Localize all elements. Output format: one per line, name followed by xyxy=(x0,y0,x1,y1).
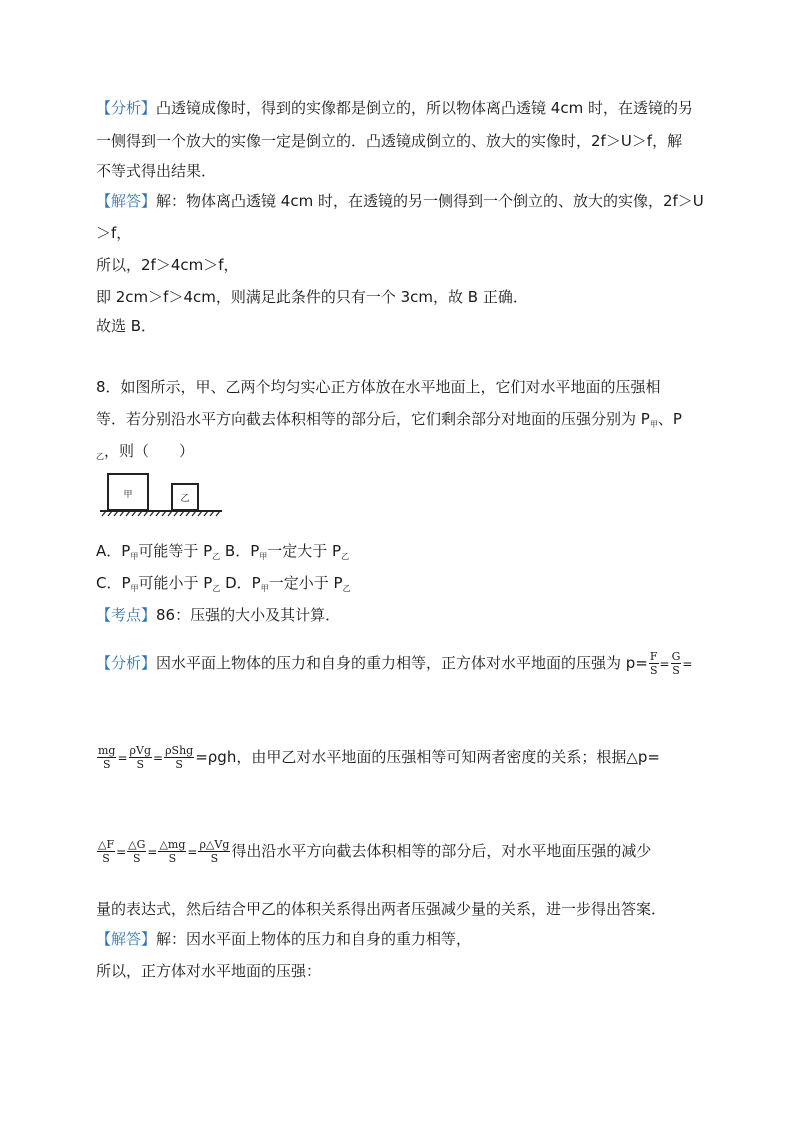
q8-answer-line-1: 【解答】解：因水平面上物体的压力和自身的重力相等， xyxy=(96,930,472,948)
q8-line-2: 等．若分别沿水平方向截去体积相等的部分后，它们剩余部分对地面的压强分别为 $P_甲$、P xyxy=(96,410,682,429)
label-jia: 甲 xyxy=(123,490,133,500)
analysis-line-3: 不等式得出结果． xyxy=(96,162,217,180)
analysis-line-1 xyxy=(96,97,693,119)
q8-analysis-line-3: $\frac{\triangle F}{S}$ = $\frac{\triangle G}{S}$ = $\frac{\triangle mg}{S}$ = $\frac{\rho\triangle Vg}{S}$ 得出沿水平方向截去体积相等的部分后，对水平地面压强的减少 xyxy=(98,838,652,865)
options-row-2 xyxy=(96,572,351,600)
option-c[interactable]: C．$P_甲$可能小于 $P_乙$ xyxy=(96,574,221,593)
q8-line-1: 8．如图所示，甲、乙两个均匀实心正方体放在水平地面上，它们对水平地面的压强相 xyxy=(96,378,661,396)
answer-line-1 xyxy=(96,190,704,212)
answer-line-5: 故选 B． xyxy=(96,317,157,335)
option-a[interactable]: A．$P_甲$可能等于 $P_乙$ xyxy=(96,542,221,561)
q8-analysis-tag: 【分析】 xyxy=(96,654,157,672)
formula-frac: $\frac{F}{S}$ xyxy=(649,650,658,677)
options-row-1 xyxy=(96,540,349,568)
kaodian-text: 86：压强的大小及其计算． xyxy=(156,606,341,624)
analysis-tag: 【分析】 xyxy=(96,99,157,117)
answer-line-4: 即 2cm＞f＞4cm，则满足此条件的只有一个 3cm，故 B 正确． xyxy=(96,288,528,306)
formula-frac: $\frac{\triangle F}{S}$ xyxy=(98,838,115,865)
formula-frac: $\frac{\triangle mg}{S}$ xyxy=(159,838,186,865)
q8-analysis-line-4: 量的表达式，然后结合甲乙的体积关系得出两者压强减少量的关系，进一步得出答案． xyxy=(96,900,667,918)
option-b[interactable]: B．$P_甲$一定大于 $P_乙$ xyxy=(220,542,350,561)
formula-frac: $\frac{\triangle G}{S}$ xyxy=(128,838,146,865)
answer-tag: 【解答】 xyxy=(96,192,157,210)
q8-analysis-line-1: 【分析】因水平面上物体的压力和自身的重力相等，正方体对水平地面的压强为 p= $\frac{F}{S}$ = $\frac{G}{S}$ = xyxy=(96,650,693,677)
formula-frac: $\frac{G}{S}$ xyxy=(671,650,681,677)
option-d[interactable]: D．$P_甲$一定小于 $P_乙$ xyxy=(220,574,351,593)
formula-frac: $\frac{\text{ρVg}}{S}$ xyxy=(129,744,151,771)
label-yi: 乙 xyxy=(180,494,190,504)
kaodian-tag: 【考点】 xyxy=(96,606,157,624)
cubes-figure xyxy=(96,466,226,522)
q8-answer-tag: 【解答】 xyxy=(96,930,157,948)
formula-frac: $\frac{\rho\triangle Vg}{S}$ xyxy=(199,838,230,865)
formula-frac: $\frac{\text{ρShg}}{S}$ xyxy=(165,744,194,771)
answer-line-3: 所以，2f＞4cm＞f， xyxy=(96,256,239,274)
analysis-line-2: 一侧得到一个放大的实像一定是倒立的．凸透镜成倒立的、放大的实像时，2f＞U＞f，解 xyxy=(96,132,683,150)
q8-analysis-line-2: $\frac{mg}{S}$ = $\frac{\text{ρVg}}{S}$ = $\frac{\text{ρShg}}{S}$ =ρgh，由甲乙对水平地面的压强相等可知两者密度的关系；根据△p= xyxy=(98,744,660,771)
q8-answer-line-2: 所以，正方体对水平地面的压强： xyxy=(96,962,322,980)
answer-text: 解：物体离凸透镜 4cm 时，在透镜的另一侧得到一个倒立的、放大的实像，2f＞U xyxy=(156,192,704,210)
analysis-text: 凸透镜成像时，得到的实像都是倒立的，所以物体离凸透镜 4cm 时，在透镜的另 xyxy=(156,99,693,117)
kaodian-line xyxy=(96,604,340,626)
answer-line-2: ＞f， xyxy=(96,224,132,242)
q8-line-3: $_乙$，则（ ） xyxy=(96,442,195,461)
formula-frac: $\frac{mg}{S}$ xyxy=(98,744,116,771)
